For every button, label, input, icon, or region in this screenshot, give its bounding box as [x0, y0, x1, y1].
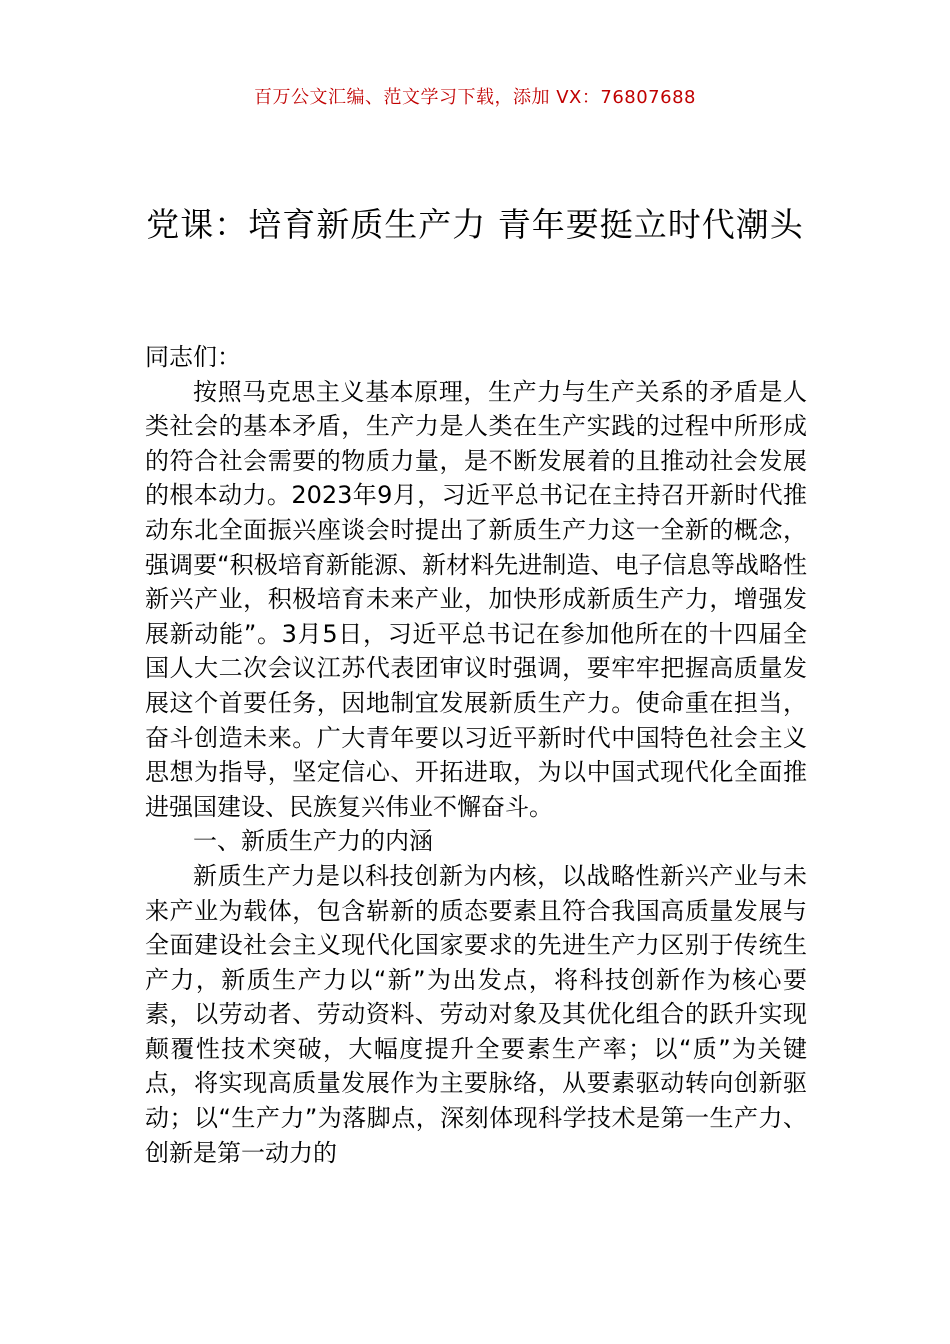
- section-heading: 一、新质生产力的内涵: [193, 827, 433, 856]
- watermark-text: 百万公文汇编、范文学习下载，添加 VX：76807688: [254, 87, 696, 108]
- paragraph: 新质生产力是以科技创新为内核，以战略性新兴产业与未来产业为载体，包含崭新的质态要素且符合我国高质量发展与全面建设社会主义现代化国家要求的先进生产力区别于传统生产力，新质生产力以“新”为出发点，将科技创新作为核心要素，以劳动者、劳动资料、劳动对象及其优化组合的跃升实现颠覆性技术突破，大幅度提升全要素生产率；以“质”为关键点，将实现高质量发展作为主要脉络，从要素驱动转向创新驱动；以“生产力”为落脚点，深刻体现科学技术是第一生产力、创新是第一动力的: [145, 861, 807, 1167]
- document-body: [145, 340, 807, 1170]
- document-title: 党课：培育新质生产力 青年要挺立时代潮头: [146, 205, 804, 245]
- salutation: 同志们：: [145, 343, 241, 371]
- paragraph: 按照马克思主义基本原理，生产力与生产关系的矛盾是人类社会的基本矛盾，生产力是人类在生产实践的过程中所形成的符合社会需要的物质力量，是不断发展着的且推动社会发展的根本动力。2023年9月，习近平总书记在主持召开新时代推动东北全面振兴座谈会时提出了新质生产力这一全新的概念，强调要“积极培育新能源、新材料先进制造、电子信息等战略性新兴产业，积极培育未来产业，加快形成新质生产力，增强发展新动能”。3月5日，习近平总书记在参加他所在的十四届全国人大二次会议江苏代表团审议时强调，要牢牢把握高质量发展这个首要任务，因地制宜发展新质生产力。使命重在担当，奋斗创造未来。广大青年要以习近平新时代中国特色社会主义思想为指导，坚定信心、开拓进取，为以中国式现代化全面推进强国建设、民族复兴伟业不懈奋斗。: [145, 377, 807, 821]
